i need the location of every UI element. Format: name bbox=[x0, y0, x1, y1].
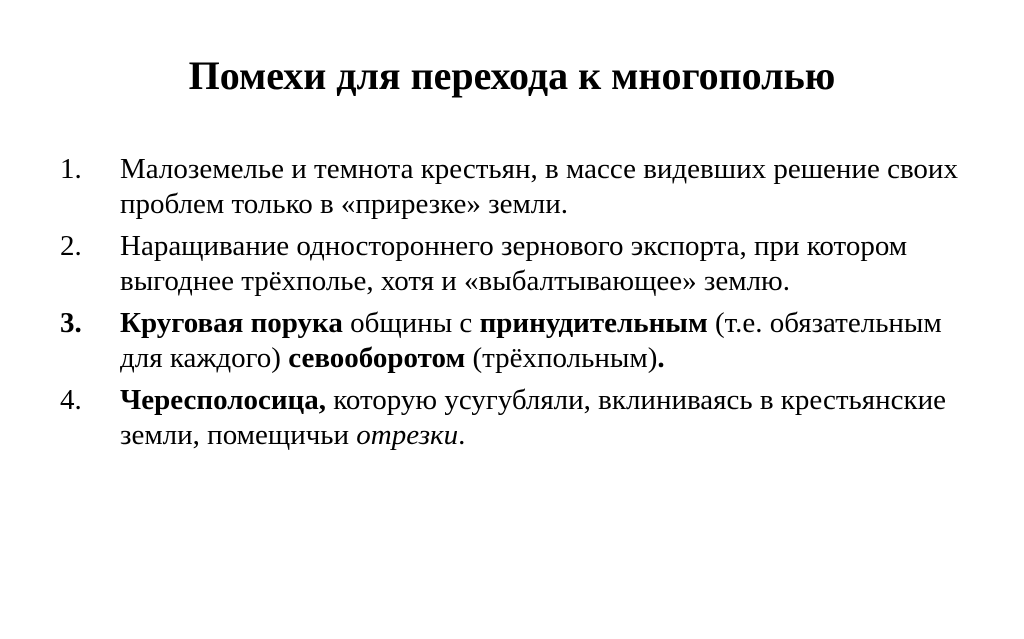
text-segment: (трёхпольным) bbox=[465, 342, 658, 374]
text-segment: которую усугубляли, вклиниваясь в крестьянские земли, помещичьи bbox=[120, 384, 946, 451]
list-item-number: 4. bbox=[60, 384, 82, 416]
term-otrezki: отрезки bbox=[356, 419, 459, 451]
text-period: . bbox=[458, 419, 466, 451]
text-segment: (т.е. обязательным для каждого) bbox=[120, 307, 942, 374]
term-krugovaya-poruka: Круговая порука bbox=[120, 307, 343, 339]
slide-title: Помехи для перехода к многополью bbox=[188, 53, 836, 98]
obstacles-list bbox=[60, 152, 980, 460]
term-sevooborotom: севооборотом bbox=[288, 342, 466, 374]
list-item bbox=[60, 383, 980, 453]
text-period: . bbox=[657, 342, 665, 374]
text-segment: общины с bbox=[342, 307, 480, 339]
list-item-number: 1. bbox=[60, 153, 82, 185]
list-item bbox=[60, 306, 980, 376]
list-item bbox=[60, 152, 980, 222]
list-item-text bbox=[120, 384, 946, 451]
list-item-text: Наращивание одностороннего зернового экспорта, при котором выгоднее трёхполье, хотя и «выбалтывающее» землю. bbox=[120, 230, 908, 297]
term-prinuditelnym: принудительным bbox=[479, 307, 708, 339]
list-item bbox=[60, 229, 980, 299]
list-item-number: 2. bbox=[60, 230, 82, 262]
term-cherespolositsa: Чересполосица, bbox=[120, 384, 327, 416]
list-item-text bbox=[120, 307, 942, 374]
list-item-number: 3. bbox=[60, 307, 82, 339]
list-item-text: Малоземелье и темнота крестьян, в массе видевших решение своих проблем только в «прирезке» земли. bbox=[120, 153, 958, 220]
